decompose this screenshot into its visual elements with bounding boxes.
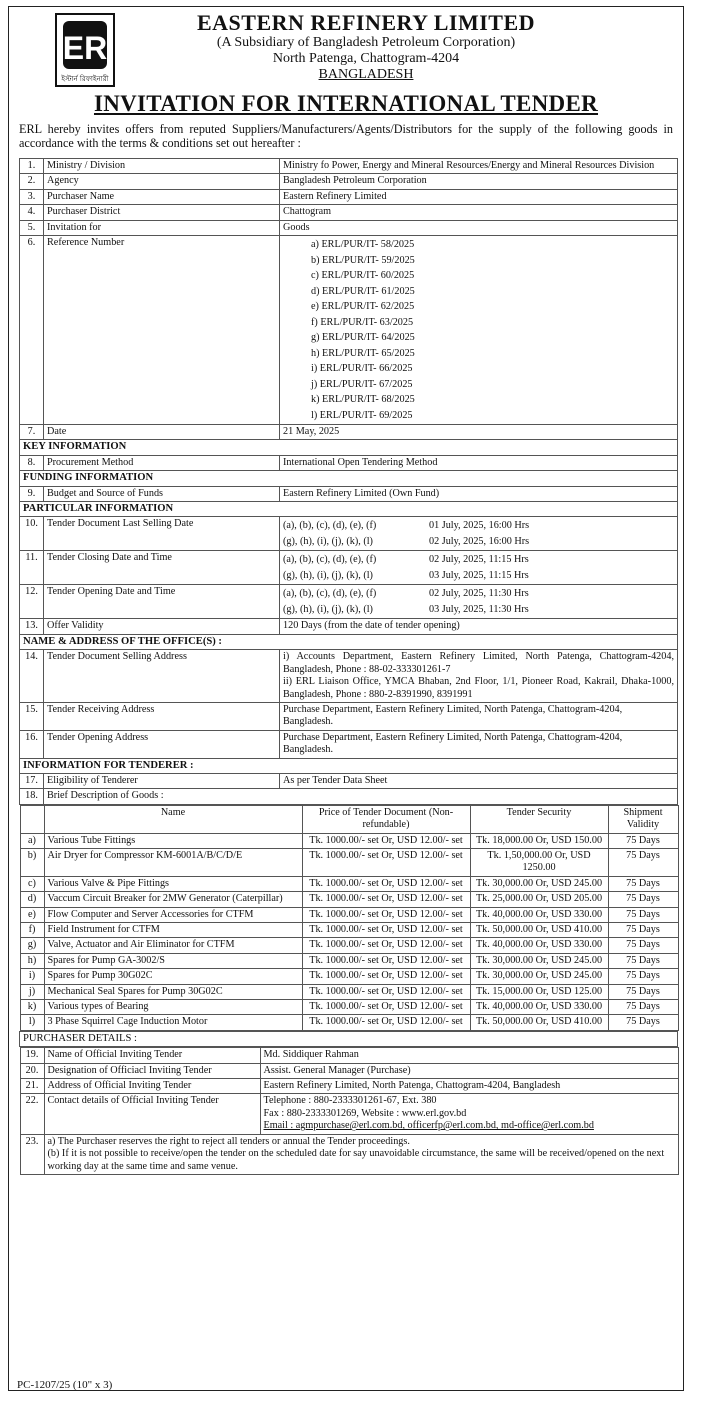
goods-row xyxy=(20,923,678,938)
row-label: Purchaser District xyxy=(44,205,280,220)
goods-security: Tk. 50,000.00 Or, USD 410.00 xyxy=(470,923,608,938)
tender-table xyxy=(19,158,678,1175)
row-number: 10. xyxy=(20,517,44,551)
goods-validity: 75 Days xyxy=(608,907,678,922)
row-label: Tender Document Selling Address xyxy=(44,650,280,703)
reference-item: g) ERL/PUR/IT- 64/2025 xyxy=(311,332,415,344)
row-number: 13. xyxy=(20,619,44,634)
section-heading: PURCHASER DETAILS : xyxy=(20,1031,678,1046)
selling-address xyxy=(280,650,678,703)
row-label: Offer Validity xyxy=(44,619,280,634)
table-row xyxy=(20,730,678,758)
row-label: Ministry / Division xyxy=(44,159,280,174)
row-number: 5. xyxy=(20,220,44,235)
row-number: 1. xyxy=(20,159,44,174)
goods-header-validity: Shipment Validity xyxy=(608,805,678,833)
row-label: Tender Closing Date and Time xyxy=(44,551,280,585)
reference-item: k) ERL/PUR/IT- 68/2025 xyxy=(311,394,415,406)
row-label: Invitation for xyxy=(44,220,280,235)
row-value: Md. Siddiquer Rahman xyxy=(260,1048,678,1063)
goods-header-row xyxy=(20,805,678,833)
section-heading: NAME & ADDRESS OF THE OFFICE(S) : xyxy=(20,634,678,649)
goods-index: d) xyxy=(20,892,44,907)
goods-security: Tk. 30,000.00 Or, USD 245.00 xyxy=(470,969,608,984)
row-number: 7. xyxy=(20,425,44,440)
email: Email : agmpurchase@erl.com.bd, officerfp@erl.com.bd, md-office@erl.com.bd xyxy=(263,1120,594,1132)
goods-name: Flow Computer and Server Accessories for CTFM xyxy=(44,907,302,922)
goods-security: Tk. 50,000.00 Or, USD 410.00 xyxy=(470,1015,608,1030)
row-number: 3. xyxy=(20,189,44,204)
goods-name: Various Valve & Pipe Fittings xyxy=(44,876,302,891)
goods-table xyxy=(20,805,679,1031)
goods-name: Vaccum Circuit Breaker for 2MW Generator (Caterpillar) xyxy=(44,892,302,907)
page-title: INVITATION FOR INTERNATIONAL TENDER xyxy=(93,91,599,116)
goods-index: e) xyxy=(20,907,44,922)
goods-price: Tk. 1000.00/- set Or, USD 12.00/- set xyxy=(302,923,470,938)
table-row xyxy=(20,1134,678,1174)
table-row xyxy=(20,773,678,788)
row-value: Eastern Refinery Limited (Own Fund) xyxy=(280,486,678,501)
goods-security: Tk. 25,000.00 Or, USD 205.00 xyxy=(470,892,608,907)
reference-item: l) ERL/PUR/IT- 69/2025 xyxy=(311,409,413,421)
date-time: 02 July, 2025, 16:00 Hrs xyxy=(429,535,530,547)
row-label: Tender Opening Address xyxy=(44,730,280,758)
contact-details xyxy=(260,1094,678,1134)
goods-validity: 75 Days xyxy=(608,969,678,984)
goods-row xyxy=(20,833,678,848)
lot-group: (a), (b), (c), (d), (e), (f) xyxy=(283,588,377,600)
goods-header-price: Price of Tender Document (Non-refundable) xyxy=(302,805,470,833)
goods-validity: 75 Days xyxy=(608,1000,678,1015)
table-row xyxy=(20,789,678,804)
goods-name: Field Instrument for CTFM xyxy=(44,923,302,938)
row-label: Tender Receiving Address xyxy=(44,702,280,730)
row-label: Address of Official Inviting Tender xyxy=(44,1079,260,1094)
table-row xyxy=(20,425,678,440)
goods-price: Tk. 1000.00/- set Or, USD 12.00/- set xyxy=(302,892,470,907)
lot-group: (a), (b), (c), (d), (e), (f) xyxy=(283,554,377,566)
row-value: Chattogram xyxy=(280,205,678,220)
goods-name: 3 Phase Squirrel Cage Induction Motor xyxy=(44,1015,302,1030)
goods-header-security: Tender Security xyxy=(470,805,608,833)
row-label: Tender Opening Date and Time xyxy=(44,585,280,619)
row-number: 8. xyxy=(20,455,44,470)
row-number: 16. xyxy=(20,730,44,758)
goods-name: Various types of Bearing xyxy=(44,1000,302,1015)
header xyxy=(9,7,683,91)
date-time: 02 July, 2025, 11:15 Hrs xyxy=(429,554,529,566)
goods-row xyxy=(20,848,678,876)
row-value: As per Tender Data Sheet xyxy=(280,773,678,788)
row-label: Date xyxy=(44,425,280,440)
section-heading: PARTICULAR INFORMATION xyxy=(20,502,678,517)
lot-group: (a), (b), (c), (d), (e), (f) xyxy=(283,520,377,532)
date-list xyxy=(280,517,678,551)
goods-name: Spares for Pump 30G02C xyxy=(44,969,302,984)
reference-item: c) ERL/PUR/IT- 60/2025 xyxy=(311,270,415,282)
goods-price: Tk. 1000.00/- set Or, USD 12.00/- set xyxy=(302,1000,470,1015)
goods-row xyxy=(20,969,678,984)
reference-item: b) ERL/PUR/IT- 59/2025 xyxy=(311,254,415,266)
date-time: 03 July, 2025, 11:30 Hrs xyxy=(429,603,529,615)
table-row xyxy=(20,1094,678,1134)
row-number: 22. xyxy=(20,1094,44,1134)
row-label: Procurement Method xyxy=(44,455,280,470)
row-number: 20. xyxy=(20,1063,44,1078)
table-row xyxy=(20,174,678,189)
goods-name: Mechanical Seal Spares for Pump 30G02C xyxy=(44,984,302,999)
goods-price: Tk. 1000.00/- set Or, USD 12.00/- set xyxy=(302,907,470,922)
footer-code: PC-1207/25 (10" x 3) xyxy=(17,1379,113,1391)
lot-group: (g), (h), (i), (j), (k), (l) xyxy=(283,603,373,615)
table-row xyxy=(20,702,678,730)
purchaser-table xyxy=(20,1047,679,1175)
logo-text: ER xyxy=(62,30,108,66)
row-number: 18. xyxy=(20,789,44,804)
goods-security: Tk. 40,000.00 Or, USD 330.00 xyxy=(470,907,608,922)
reference-item: d) ERL/PUR/IT- 61/2025 xyxy=(311,285,415,297)
table-row xyxy=(20,619,678,634)
table-row xyxy=(20,236,678,425)
row-label: Reference Number xyxy=(44,236,280,425)
row-number: 11. xyxy=(20,551,44,585)
goods-index: i) xyxy=(20,969,44,984)
goods-row xyxy=(20,1000,678,1015)
table-row xyxy=(20,455,678,470)
row-value: Bangladesh Petroleum Corporation xyxy=(280,174,678,189)
goods-row xyxy=(20,1015,678,1030)
table-row xyxy=(20,486,678,501)
goods-row xyxy=(20,953,678,968)
row-number: 2. xyxy=(20,174,44,189)
tender-notice xyxy=(8,6,684,1391)
address-line: North Patenga, Chattogram-4204 xyxy=(272,51,460,66)
goods-security: Tk. 15,000.00 Or, USD 125.00 xyxy=(470,984,608,999)
goods-row xyxy=(20,876,678,891)
row-value: 21 May, 2025 xyxy=(280,425,678,440)
row-label: Eligibility of Tenderer xyxy=(44,773,280,788)
goods-price: Tk. 1000.00/- set Or, USD 12.00/- set xyxy=(302,969,470,984)
goods-index: l) xyxy=(20,1015,44,1030)
date-time: 01 July, 2025, 16:00 Hrs xyxy=(429,520,530,532)
goods-validity: 75 Days xyxy=(608,923,678,938)
condition-b: (b) If it is not possible to receive/open the tender on the scheduled date for say unavoidable circumstance, the same will be received/opened on the next working day at the same time and same venue. xyxy=(47,1148,665,1172)
goods-price: Tk. 1000.00/- set Or, USD 12.00/- set xyxy=(302,1015,470,1030)
row-number: 14. xyxy=(20,650,44,703)
goods-security: Tk. 40,000.00 Or, USD 330.00 xyxy=(470,938,608,953)
table-row xyxy=(20,517,678,551)
row-number: 23. xyxy=(20,1134,44,1174)
row-value: Purchase Department, Eastern Refinery Limited, North Patenga, Chattogram-4204, Bangladesh. xyxy=(280,730,678,758)
goods-name: Air Dryer for Compressor KM-6001A/B/C/D/E xyxy=(44,848,302,876)
row-value: Purchase Department, Eastern Refinery Limited, North Patenga, Chattogram-4204, Bangladesh. xyxy=(280,702,678,730)
goods-row xyxy=(20,907,678,922)
row-number: 21. xyxy=(20,1079,44,1094)
reference-item: h) ERL/PUR/IT- 65/2025 xyxy=(311,347,415,359)
date-time: 02 July, 2025, 11:30 Hrs xyxy=(429,588,529,600)
row-value: Eastern Refinery Limited, North Patenga, Chattogram-4204, Bangladesh xyxy=(260,1079,678,1094)
goods-price: Tk. 1000.00/- set Or, USD 12.00/- set xyxy=(302,848,470,876)
goods-row xyxy=(20,892,678,907)
table-row xyxy=(20,1063,678,1078)
row-value: International Open Tendering Method xyxy=(280,455,678,470)
goods-row xyxy=(20,984,678,999)
goods-row xyxy=(20,938,678,953)
table-row xyxy=(20,551,678,585)
date-list xyxy=(280,551,678,585)
table-row xyxy=(20,159,678,174)
address-item: i) Accounts Department, Eastern Refinery Limited, North Patenga, Chattogram-4204, Bangladesh, Phone : 88-02-333301261-7 xyxy=(283,651,674,675)
condition-a: a) The Purchaser reserves the right to reject all tenders or annual the Tender proceedings. xyxy=(47,1135,410,1147)
row-label: Brief Description of Goods : xyxy=(44,789,678,804)
goods-price: Tk. 1000.00/- set Or, USD 12.00/- set xyxy=(302,984,470,999)
section-heading: INFORMATION FOR TENDERER : xyxy=(20,758,678,773)
lot-group: (g), (h), (i), (j), (k), (l) xyxy=(283,569,373,581)
goods-index: a) xyxy=(20,833,44,848)
row-number: 19. xyxy=(20,1048,44,1063)
reference-item: j) ERL/PUR/IT- 67/2025 xyxy=(311,378,413,390)
lot-group: (g), (h), (i), (j), (k), (l) xyxy=(283,535,373,547)
section-heading: KEY INFORMATION xyxy=(20,440,678,455)
goods-index: c) xyxy=(20,876,44,891)
goods-security: Tk. 18,000.00 Or, USD 150.00 xyxy=(470,833,608,848)
row-number: 12. xyxy=(20,585,44,619)
reference-item: i) ERL/PUR/IT- 66/2025 xyxy=(311,363,413,375)
subsidiary-line: (A Subsidiary of Bangladesh Petroleum Corporation) xyxy=(216,35,516,50)
row-label: Agency xyxy=(44,174,280,189)
row-label: Purchaser Name xyxy=(44,189,280,204)
goods-security: Tk. 30,000.00 Or, USD 245.00 xyxy=(470,876,608,891)
row-number: 17. xyxy=(20,773,44,788)
goods-validity: 75 Days xyxy=(608,892,678,907)
table-row xyxy=(20,205,678,220)
goods-validity: 75 Days xyxy=(608,876,678,891)
goods-index: j) xyxy=(20,984,44,999)
reference-item: f) ERL/PUR/IT- 63/2025 xyxy=(311,316,414,328)
goods-index: g) xyxy=(20,938,44,953)
goods-validity: 75 Days xyxy=(608,833,678,848)
row-value: Ministry fo Power, Energy and Mineral Resources/Energy and Mineral Resources Division xyxy=(280,159,678,174)
date-list xyxy=(280,585,678,619)
goods-security: Tk. 1,50,000.00 Or, USD 1250.00 xyxy=(470,848,608,876)
row-label: Tender Document Last Selling Date xyxy=(44,517,280,551)
reference-item: a) ERL/PUR/IT- 58/2025 xyxy=(311,239,415,251)
goods-index: b) xyxy=(20,848,44,876)
row-value: 120 Days (from the date of tender opening) xyxy=(280,619,678,634)
goods-index: h) xyxy=(20,953,44,968)
row-value: Assist. General Manager (Purchase) xyxy=(260,1063,678,1078)
fax-website: Fax : 880-2333301269, Website : www.erl.gov.bd xyxy=(263,1107,467,1119)
address-item: ii) ERL Liaison Office, YMCA Bhaban, 2nd Floor, 1/1, Pioneer Road, Kakrail, Dhaka-1000, Bangladesh, Phone : 880-2-8391990, 8391991 xyxy=(283,676,674,700)
table-row xyxy=(20,1079,678,1094)
row-label: Contact details of Official Inviting Tender xyxy=(44,1094,260,1134)
goods-index: f) xyxy=(20,923,44,938)
telephone: Telephone : 880-2333301261-67, Ext. 380 xyxy=(263,1095,437,1107)
row-number: 9. xyxy=(20,486,44,501)
goods-validity: 75 Days xyxy=(608,848,678,876)
reference-item: e) ERL/PUR/IT- 62/2025 xyxy=(311,301,415,313)
goods-price: Tk. 1000.00/- set Or, USD 12.00/- set xyxy=(302,953,470,968)
goods-security: Tk. 30,000.00 Or, USD 245.00 xyxy=(470,953,608,968)
goods-price: Tk. 1000.00/- set Or, USD 12.00/- set xyxy=(302,876,470,891)
table-row xyxy=(20,1048,678,1063)
goods-header-name: Name xyxy=(44,805,302,833)
intro-text: ERL hereby invites offers from reputed Suppliers/Manufacturers/Agents/Distributors for the supply of the following goods in accordance with the terms & conditions set out hereafter : xyxy=(19,122,673,150)
row-label: Budget and Source of Funds xyxy=(44,486,280,501)
goods-name: Spares for Pump GA-3002/S xyxy=(44,953,302,968)
row-number: 6. xyxy=(20,236,44,425)
section-heading: FUNDING INFORMATION xyxy=(20,471,678,486)
row-number: 15. xyxy=(20,702,44,730)
goods-validity: 75 Days xyxy=(608,1015,678,1030)
goods-price: Tk. 1000.00/- set Or, USD 12.00/- set xyxy=(302,938,470,953)
table-row xyxy=(20,189,678,204)
conditions xyxy=(44,1134,678,1174)
country-line: BANGLADESH xyxy=(318,67,414,82)
table-row xyxy=(20,220,678,235)
logo-caption: ইস্টার্ন রিফাইনারী xyxy=(61,75,109,83)
table-row xyxy=(20,585,678,619)
goods-validity: 75 Days xyxy=(608,953,678,968)
table-row xyxy=(20,650,678,703)
goods-price: Tk. 1000.00/- set Or, USD 12.00/- set xyxy=(302,833,470,848)
organization-name: EASTERN REFINERY LIMITED xyxy=(196,10,536,35)
goods-security: Tk. 40,000.00 Or, USD 330.00 xyxy=(470,1000,608,1015)
row-value: Goods xyxy=(280,220,678,235)
goods-validity: 75 Days xyxy=(608,938,678,953)
reference-list xyxy=(280,236,678,425)
goods-name: Various Tube Fittings xyxy=(44,833,302,848)
goods-index: k) xyxy=(20,1000,44,1015)
row-number: 4. xyxy=(20,205,44,220)
date-time: 03 July, 2025, 11:15 Hrs xyxy=(429,569,529,581)
row-label: Name of Official Inviting Tender xyxy=(44,1048,260,1063)
goods-name: Valve, Actuator and Air Eliminator for CTFM xyxy=(44,938,302,953)
row-label: Designation of Officiacl Inviting Tender xyxy=(44,1063,260,1078)
row-value: Eastern Refinery Limited xyxy=(280,189,678,204)
goods-validity: 75 Days xyxy=(608,984,678,999)
